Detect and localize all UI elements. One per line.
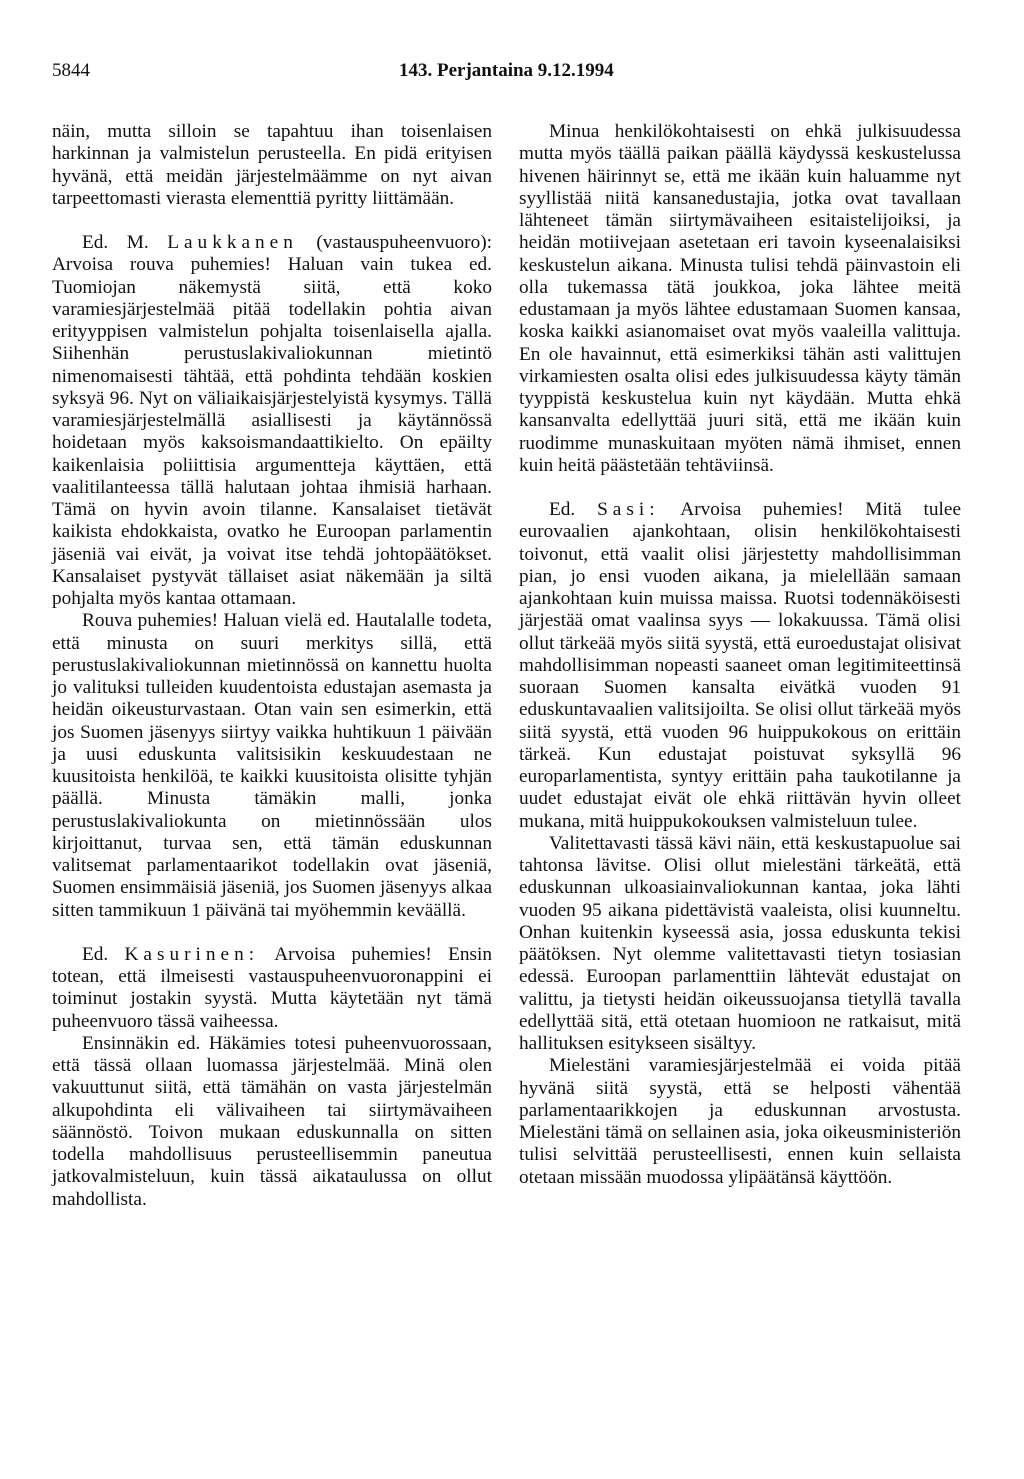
left-column xyxy=(52,121,492,1211)
page-header xyxy=(52,60,982,88)
speech-text: Arvoisa puhemies! Ensin totean, että ilmeisesti vastauspuheenvuoronappini ei toiminut jostakin syystä. Mutta käytetään nyt tämä puheenvuoro tässä vaiheessa. xyxy=(52,943,493,1032)
paragraph: Mielestäni varamiesjärjestelmää ei voida pitää hyvänä siitä syystä, että se helposti vähentää parlamentaarikkojen ja eduskunnan arvostusta. Mielestäni tämä on sellainen asia, joka oikeusministeriön tulisi selvittää perusteellisesti, ennen kuin sellaista otetaan missään muodossa ylipäätänsä käyttöön. xyxy=(519,1055,961,1188)
right-column xyxy=(519,121,961,1189)
paragraph: näin, mutta silloin se tapahtuu ihan toisenlaisen harkinnan ja valmistelun perusteella. En pidä erityisen hyvänä, että meidän järjestelmäämme on nyt aivan tarpeettomasti vierasta elementtiä pyritty liittämään. xyxy=(52,121,492,209)
speech-text: (vastauspuheenvuoro): Arvoisa rouva puhemies! Haluan vain tukea ed. Tuomiojan näkemystä siitä, että koko varamiesjärjestelmää pitää todellakin pohtia aivan erityyppisen valmistelun pohjalta toisenlaisella ajalla. Siihenhän perustuslakivaliokunnan mietintö nimenomaisesti tähtää, että pohdinta tehdään koskien syksyä 96. Nyt on väliaikaisjärjestelyistä kysymys. Tällä varamiesjärjestelmällä asiallisesti ja käytännössä hoidetaan myös kaksoismandaattikielto. On epäilty kaikenlaisia poliittisia argumentteja käyttäen, että vaalitilanteessa tällä halutaan johtaa ihmisiä harhaan. Tämä on hyvin avoin tilanne. Kansalaiset tietävät kaikista ehdokkaista, ovatko he Euroopan parlamentin jäseniä vai eivät, ja voivat itse tehdä johtopäätökset. Kansalaiset pystyvät tällaiset asiat näkemään ja siltä pohjalta myös kantaa ottamaan. xyxy=(52,232,492,609)
speech-text: Arvoisa puhemies! Mitä tulee eurovaalien ajankohtaan, olisin henkilökohtaisesti toivonut, että vaalit olisi järjestetty mahdollisimman pian, jo ensi vuoden aikana, ja mielellään samaan ajankohtaan kuin muissa maissa. Ruotsi todennäköisesti järjestää omat vaalinsa syys — lokakuussa. Tämä olisi ollut tärkeää myös siitä syystä, että euroedustajat olisivat mahdollisimman nopeasti saaneet oman legitimiteettinsä suoraan Suomen kansalta eivätkä vuoden 91 eduskuntavaalien valitsijoilta. Se olisi ollut tärkeää myös siitä syystä, että vuoden 96 huippukokous on erittäin tärkeä. Kun edustajat poistuvat syksyllä 96 europarlamentista, syntyy erittäin paha taukotilanne ja uudet edustajat eivät ole ehkä riittävän hyvin olleet mukana, mitä huippukokouksen valmisteluun tulee. xyxy=(519,499,962,832)
paragraph: Valitettavasti tässä kävi näin, että keskustapuolue sai tahtonsa lävitse. Olisi ollut mielestäni tärkeätä, että eduskunnan ulkoasiainvaliokunnan kantaa, joka lähti vuoden 95 aikana pidettävistä vaaleista, olisi kuunneltu. Onhan kuitenkin kyseessä asia, jossa eduskunta tekisi päätöksen. Nyt olemme valitettavasti tietyn tosiasian edessä. Euroopan parlamenttiin lähtevät edustajat on valittu, ja tietysti heidän oikeussuojansa tietyllä tavalla edellyttää sitä, että otetaan huomioon ne ratkaisut, mitä hallituksen esitykseen sisältyy. xyxy=(519,832,961,1054)
speaker-name: Sasi: xyxy=(597,499,660,520)
speaker-prefix: Ed. M. xyxy=(82,232,168,253)
speech-kasurinen xyxy=(52,944,492,1033)
speaker-name: Kasurinen: xyxy=(124,943,260,965)
paragraph: Rouva puhemies! Haluan vielä ed. Hautalalle todeta, että minusta on suuri merkitys sillä, että perustuslakivaliokunnan mietinnössä on kannettu huolta jo valituksi tulleiden kuudentoista edustajan asemasta ja heidän oikeusturvastaan. Otan vain sen esimerkin, että jos Suomen jäsenyys siirtyy vaikka huhtikuun 1 päivään ja uusi eduskunta valitsisikin keskuudestaan ne kuusitoista henkilöä, te kaikki kuusitoista olisitte tyhjän päällä. Minusta tämäkin malli, jonka perustuslakivaliokunta on mietinnössään ulos kirjoittanut, turvaa sen, että tämän eduskunnan valitsemat parlamentaarikot todellakin ovat jäseniä, Suomen ensimmäisiä jäseniä, jos Suomen jäsenyys alkaa sitten tammikuun 1 päivänä tai myöhemmin keväällä. xyxy=(52,610,492,921)
speech-sasi xyxy=(519,499,961,833)
session-title: 143. Perjantaina 9.12.1994 xyxy=(399,60,614,81)
paragraph: Minua henkilökohtaisesti on ehkä julkisuudessa mutta myös täällä paikan päällä käydyssä keskustelussa hivenen häirinnyt se, että me ikään kuin haluamme nyt syyllistää niitä kansanedustajia, jotka ovat tavallaan lähteneet tämän siirtymävaiheen esitaistelijoiksi, ja heidän motiivejaan asetetaan eri tavoin kyseenalaisiksi keskustelun aikana. Minusta tulisi tehdä päinvastoin eli olla tukemassa tätä joukkoa, joka lähtee meitä edustamaan ja myös lähtee edustamaan Suomen kansaa, koska kaikki asianomaiset ovat myös vaaleilla valittuja. En ole havainnut, että esimerkiksi tähän asti valittujen virkamiesten osalta olisi edes julkisuudessa käyty tämän tyyppistä keskustelua kuin nyt käydään. Mutta ehkä kansanvalta edellyttää juuri sitä, että me ikään kuin ruodimme munaskuitaan myöten nämä ihmiset, ennen kuin heitä päästetään tehtäviinsä. xyxy=(519,121,961,476)
paragraph: Ensinnäkin ed. Häkämies totesi puheenvuorossaan, että tässä ollaan luomassa järjestelmää. Minä olen vakuuttunut siitä, että tämähän on vasta järjestelmän alkupohdinta eli välivaiheen tai siirtymävaiheen säännöstö. Toivon mukaan eduskunnalla on sitten todella mahdollisuus perusteellisemmin paneutua jatkovalmisteluun, kuin tässä aikataulussa on ollut mahdollista. xyxy=(52,1032,492,1210)
page-number: 5844 xyxy=(52,60,90,81)
speaker-prefix: Ed. xyxy=(82,943,125,965)
speaker-prefix: Ed. xyxy=(549,499,598,520)
speaker-name: Laukkanen xyxy=(167,232,298,253)
speech-laukkanen xyxy=(52,232,492,610)
